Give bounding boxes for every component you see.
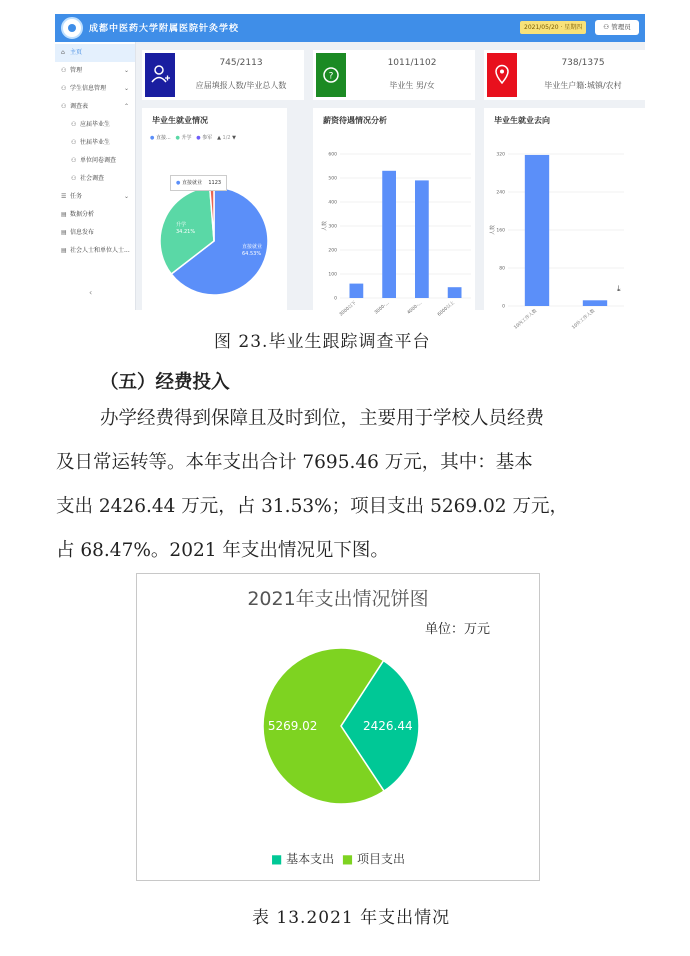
task-icon: ☰: [61, 193, 67, 200]
legend-item-project: 项目支出: [356, 852, 405, 866]
pager-prev-icon[interactable]: ▲: [217, 135, 221, 141]
user-group-icon: ⚇: [71, 139, 77, 146]
tracking-platform-screenshot: [55, 14, 645, 331]
collapse-sidebar-button[interactable]: ‹: [89, 288, 93, 297]
chart-legend: [137, 850, 539, 867]
expense-pie: [137, 574, 539, 880]
destination-bar-chart: [484, 108, 645, 331]
sidebar-item-manage[interactable]: ⚇ 管理 ⌄: [55, 62, 135, 80]
user-group-icon: ⚇: [61, 85, 67, 92]
legend-dot-icon: ●: [150, 135, 155, 141]
pager-next-icon[interactable]: ▼: [232, 135, 237, 141]
bar: [583, 300, 607, 306]
slice-label-study: 升学 34.21%: [176, 222, 196, 235]
panel-title: 毕业生就业去向: [494, 116, 550, 125]
stat-value: 1011/1102: [387, 58, 437, 68]
sidebar-item-home[interactable]: ⌂ 主页: [55, 44, 135, 62]
admin-label: 管理员: [611, 23, 631, 31]
x-tick-label: 6000以上: [437, 300, 456, 318]
x-tick-label: 3000-...: [373, 300, 391, 316]
school-logo: [61, 17, 83, 39]
user-group-icon: ⚇: [71, 175, 77, 182]
sidebar-item-student-info[interactable]: ⚇ 学生信息管理 ⌄: [55, 80, 135, 98]
panel-title: 毕业生就业情况: [152, 116, 208, 125]
stat-card-gender: [313, 50, 475, 100]
svg-text:?: ?: [328, 71, 334, 82]
sidebar-item-employer-survey[interactable]: ⚇ 单位问卷调查: [55, 152, 135, 170]
admin-button[interactable]: [595, 20, 639, 35]
y-tick-label: 0: [334, 296, 337, 302]
top-bar: [55, 14, 645, 42]
y-tick-label: 0: [502, 304, 505, 310]
info-icon: ▤: [61, 229, 67, 236]
pie-value-label: 5269.02: [267, 719, 318, 734]
expense-pie-chart: [136, 573, 540, 881]
chevron-up-icon: ⌃: [123, 103, 129, 110]
y-tick-label: 240: [496, 190, 505, 196]
x-tick-label: 10內工作人数: [513, 308, 539, 331]
destination-panel: [484, 108, 645, 331]
sidebar: [55, 42, 136, 310]
chart-subtitle: 单位：万元: [425, 622, 491, 637]
paragraph-line: 及日常运转等。本年支出合计 7695.46 万元，其中：基本: [56, 452, 533, 473]
home-icon: ⌂: [61, 49, 65, 56]
school-name: 成都中医药大学附属医院针灸学校: [89, 24, 240, 34]
legend-pager: 1/2: [222, 135, 231, 141]
sidebar-item-survey[interactable]: ⚇ 调查表 ⌃: [55, 98, 135, 116]
paragraph-line: 办学经费得到保障且及时到位，主要用于学校人员经费: [100, 408, 545, 429]
sidebar-item-info[interactable]: ▤ 信息发布: [55, 224, 135, 242]
y-tick-label: 300: [328, 224, 337, 230]
y-axis-label: 人数: [490, 224, 496, 236]
bar: [349, 284, 363, 298]
salary-bar-chart: [313, 108, 475, 318]
x-tick-label: 4000-...: [406, 300, 424, 316]
list-icon: ▤: [61, 247, 67, 254]
pie-value-label: 2426.44: [362, 718, 413, 733]
employment-pie: [142, 108, 287, 310]
y-axis-label: 人数: [322, 220, 328, 232]
chevron-down-icon: ⌄: [123, 67, 129, 74]
y-tick-label: 600: [328, 152, 337, 158]
y-tick-label: 400: [328, 200, 337, 206]
salary-panel: [313, 108, 475, 318]
user-group-icon: ⚇: [61, 67, 67, 74]
chevron-down-icon: ⌄: [123, 85, 129, 92]
user-icon: ⚇: [603, 23, 612, 31]
question-icon: [316, 53, 346, 97]
user-group-icon: ⚇: [71, 157, 77, 164]
figure-caption: 图 23.毕业生跟踪调查平台: [214, 332, 431, 352]
sidebar-item-tasks[interactable]: ☰ 任务 ⌄: [55, 188, 135, 206]
stat-value: 745/2113: [219, 58, 263, 68]
slice-label-direct: 直接就业 64.53%: [242, 244, 263, 257]
paragraph-line: 占 68.47%。2021 年支出情况见下图。: [56, 540, 389, 561]
stat-card-filled: [142, 50, 304, 100]
legend-item-basic: 基本支出: [286, 852, 335, 866]
y-tick-label: 500: [328, 176, 337, 182]
sidebar-item-social[interactable]: ▤ 社会人士和单位人士...: [55, 242, 135, 260]
legend-dot-icon: ●: [176, 180, 181, 186]
y-tick-label: 100: [328, 272, 337, 278]
location-pin-icon: [487, 53, 517, 97]
employment-panel: [142, 108, 287, 310]
legend-square-icon: ■: [270, 852, 283, 866]
add-user-icon: [145, 53, 175, 97]
stat-label: 毕业生 男/女: [389, 81, 435, 90]
stat-label: 毕业生户籍:城镇/农村: [544, 81, 622, 90]
bar: [525, 155, 549, 306]
sidebar-item-current-grads[interactable]: ⚇ 应届毕业生: [55, 116, 135, 134]
date-badge: 2021/05/20 · 星期四: [520, 21, 586, 34]
x-tick-label: 10外工作人数: [571, 308, 597, 331]
bar: [448, 287, 462, 298]
sidebar-item-analysis[interactable]: ▤ 数据分析: [55, 206, 135, 224]
stat-label: 应届填报人数/毕业总人数: [195, 81, 287, 90]
user-group-icon: ⚇: [71, 121, 77, 128]
table-caption: 表 13.2021 年支出情况: [252, 908, 451, 928]
legend-dot-icon: ●: [196, 135, 201, 141]
y-tick-label: 80: [499, 266, 505, 272]
pie-tooltip: ● 直接就业 1123: [170, 175, 227, 191]
x-tick-label: 3000以下: [338, 300, 358, 318]
legend-square-icon: ■: [341, 852, 354, 866]
paragraph-line: 支出 2426.44 万元，占 31.53%；项目支出 5269.02 万元，: [56, 496, 568, 517]
section-heading: （五）经费投入: [100, 372, 230, 393]
y-tick-label: 200: [328, 248, 337, 254]
chevron-down-icon: ⌄: [123, 193, 129, 200]
stat-value: 738/1375: [561, 58, 605, 68]
chart-icon: ▤: [61, 211, 67, 218]
legend-dot-icon: ●: [175, 135, 180, 141]
sidebar-item-social-survey[interactable]: ⚇ 社会调查: [55, 170, 135, 188]
sidebar-item-past-grads[interactable]: ⚇ 往届毕业生: [55, 134, 135, 152]
legend: ● 直接... ● 升学 ● 参军 ▲ 1/2 ▼: [150, 135, 237, 141]
bar: [382, 171, 396, 298]
y-tick-label: 160: [496, 228, 505, 234]
download-icon[interactable]: ⤓: [617, 284, 621, 293]
y-tick-label: 320: [496, 152, 505, 158]
stat-card-residence: [484, 50, 646, 100]
chart-title: 2021年支出情况饼图: [247, 588, 429, 610]
panel-title: 薪资待遇情况分析: [323, 116, 387, 125]
user-group-icon: ⚇: [61, 103, 67, 110]
bar: [415, 180, 429, 298]
